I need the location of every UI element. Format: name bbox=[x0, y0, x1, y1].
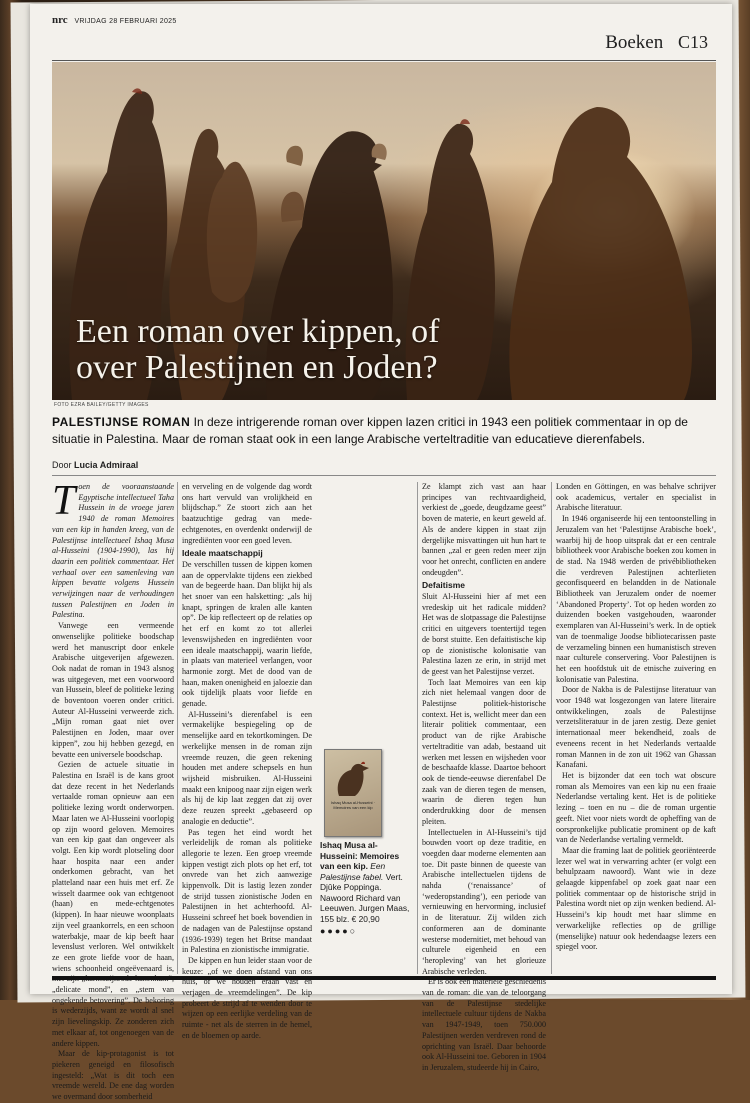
paragraph: De kippen en hun leider staan voor de keuze: „of we doen afstand van ons huis, of we houden eraan vast en verjagen de vreemdelingen”. De kip probeert de strijd af te wenden door te wijzen op een eerlijke verdeling van de ruimte - net als de sterren in de hemel, en de bloemen op aarde. bbox=[182, 955, 312, 1040]
paragraph: Al-Husseini’s dierenfabel is een vermakelijke bespiegeling op de menselijke aard en tekortkomingen. De werkelijke mensen in de roman zijn vreemde reuzen, die geen rekening houden met andere schepsels en hun wijsheid misbruiken. Al-Husseini maakt een knipoog naar zijn eigen werk als hij de kip laat zeggen dat zij over deze reuzen spreekt „gebaseerd op analogie en deductie”. bbox=[182, 709, 312, 826]
book-rating: ●●●●○ bbox=[320, 926, 358, 936]
drop-cap: T bbox=[52, 478, 76, 524]
byline-prefix: Door bbox=[52, 460, 72, 470]
paragraph: Londen en Göttingen, en was behalve schrijver ook academicus, vertaler en specialist in Arabische literatuur. bbox=[556, 482, 716, 513]
intro-text: oen de vooraanstaande Egyptische intellectueel Taha Hussein in de vroege jaren 1940 de roman Memoires van een kip in handen kreeg, van de Palestijnse intellectueel Ishaq Musa al-Husseini (1904-1990), las hij daarin een politiek commentaar. Het verhaal over een samenleving van kippen bevatte volgens Hussein verwijzingen naar de verhoudingen tussen Palestijnen en Joden in Palestina. bbox=[52, 482, 174, 620]
header-rule bbox=[52, 60, 716, 61]
caption-author-title: Ishaq Musa al-Husseini: Memoires van een kip. bbox=[320, 840, 400, 871]
page-number: C13 bbox=[677, 32, 708, 52]
headline-line-1: Een roman over kippen, of bbox=[76, 313, 440, 350]
column-divider bbox=[177, 482, 178, 974]
article-column-1 bbox=[52, 478, 174, 1103]
newspaper-page bbox=[30, 4, 732, 1102]
paragraph: Ze klampt zich vast aan haar principes van rechtvaardigheid, verkiest de „goede, deugdzame geest” boven de materie, en keurt geweld af. Als de andere kippen in staat zijn dergelijke misvattingen uit hun hart te bannen „zal er geen reden meer zijn voor het onrecht, conflicten en andere ondeugden”. bbox=[422, 482, 546, 577]
paragraph: Sluit Al-Husseini hier af met een vredeskip uit het radicale midden? Het was de slotpassage die Palestijnse critici en uitgevers toentertijd tegen de borst stuitte. Een defaitistische kip op de zionistische kolonisatie van Palestina lazen ze erin, in strijd met de geest van het Palestijnse verzet. bbox=[422, 592, 546, 676]
footer-rule bbox=[52, 976, 716, 980]
lead-rule bbox=[52, 475, 716, 476]
paragraph: Er is ook een materiële geschiedenis van de roman: die van de teloorgang van de Palestijnse stedelijke intellectuele cultuur tijdens de Nakba van 1947-1949, toen 750.000 Palestijnen werden verdreven rond de oprichting van Israël. Daar behoorde ook Al-Husseini toe. Geboren in 1904 in Jeruzalem, studeerde hij in Cairo, bbox=[422, 977, 546, 1072]
column-divider bbox=[551, 482, 552, 974]
chicken-icon bbox=[331, 758, 375, 798]
paragraph: Intellectuelen in Al-Husseini’s tijd bouwden voort op deze traditie, en voegden daar moderne elementen aan toe. Dit paste binnen de queeste van Arabische intellectuelen tijdens de nahda (‘renaissance’ of ‘wederopstanding’), een periode van vernieuwing en hervorming, inclusief in de literatuur. Zij wilden zich conformeren aan de dominante westerse modernitiet, met behoud van culturele eigenheid en een ‘heropleving’ van het glorieuze Arabische verleden. bbox=[422, 827, 546, 976]
intro-paragraph bbox=[52, 478, 174, 621]
paragraph: Gezien de actuele situatie in Palestina en Israël is de kans groot dat deze recent in het Nederlands vertaalde roman opnieuw aan een politieke lezing wordt onderworpen. Maar laten we Al-Husseini voorlopig op zijn woord geloven. Memoires van een kip gaat dan ongeveer als volgt. Een kip wordt plotseling door haar hospita naar een ander onderkomen gebracht, van het platteland naar een huis met erf. Ze wisselt daarmee ook van echtgenoot (haan) en mede-echtgenotes (kippen). In haar nieuwe woonplaats zijn veel graankorrels, en een schoon waterbakje, maar de kip beeft haar levenslust verloren. Wel ontwikkelt ze een grote liefde voor de haan, wiens schoonheid ongeëvenaard is, met zijn „karmozijnrode hanenkam”, „delicate mond”, en „stem van ongekende betovering”. De bekoring is wederzijds, want ze wordt al snel zijn lievelingskip. Ze zonderen zich met elkaar af, tot ongenoegen van de andere kippen. bbox=[52, 760, 174, 1048]
paragraph: Door de Nakba is de Palestijnse literatuur van voor 1948 wat losgezongen van latere literaire ontwikkelingen, zoals de Palestijnse verzetsliteratuur in de jaren zestig. Deze geniet internationaal meer bekendheid, zoals de eveneens recent in het Nederlands vertaalde roman Mannen in de zon uit 1962 van Ghassan Kanafani. bbox=[556, 685, 716, 770]
lead-kicker: PALESTIJNSE ROMAN bbox=[52, 415, 191, 429]
article-column-4 bbox=[556, 482, 716, 953]
book-caption bbox=[320, 840, 414, 937]
caption-details: Vert. Djûke Poppinga. Nawoord Richard van Leeuwen. Jurgen Maas, 155 blz. € 20,90 bbox=[320, 871, 410, 924]
book-cover-title: Ishaq Musa al-Husseini · Memoires van een kip bbox=[330, 800, 376, 810]
section-header bbox=[605, 32, 708, 54]
article-lead bbox=[52, 414, 702, 448]
chickens-photo bbox=[52, 62, 716, 400]
paragraph: Pas tegen het eind wordt het verleidelijk de roman als politieke allegorie te lezen. Een groep vreemde kippen vestigt zich plots op het erf, tot onvrede van het zich aanwezige kippenvolk. Dit is lastig lezen zonder de strijd tussen zionistische Joden en Palestijnen in het achterhoofd. Al-Husseini schreef het boek bovendien in de nadagen van de Palestijnse opstand (1936-1939) tegen het Britse mandaat in Palestina en zionistische immigratie. bbox=[182, 827, 312, 955]
byline bbox=[52, 460, 138, 470]
paragraph: en verveling en de volgende dag wordt ons hart vervuld van vrolijkheid en blijdschap.” Ze stoort zich aan het baatzuchtige gedrag van mede-echtgenotes, en overdenkt onderwijl de ingrediënten voor een goed leven. bbox=[182, 482, 312, 545]
paragraph: De verschillen tussen de kippen komen aan de oppervlakte tijdens een ziekbed van de begeerde haan. Dan blijkt hij als het snoer van een halsketting: „als hij knapt, springen de kralen alle kanten op”. De kip reflecteert op de relaties op het erf en komt zo tot allerlei levenswijsheden en ingrediënten voor een ideale maatschappij, waarin liefde, in plaats van materieel verlangen, voor harmonie zorgt. Met de dood van de haan, maken onenigheid en jaloezie dan ook tijdelijk plaats voor liefde en genade. bbox=[182, 559, 312, 709]
byline-author: Lucia Admiraal bbox=[74, 460, 139, 470]
paragraph: Vanwege een vermeende onwenselijke politieke boodschap werd het manuscript door enkele Arabische uitgeverijen afgewezen. Ook nadat de roman in 1943 alsnog was uitgegeven, met een voorwoord van Hussein, bleef de politieke lezing de boventoon voeren onder critici. Auteur Al-Husseini verweerde zich. „Mijn roman gaat niet over Palestijnen en Joden, maar over kippen”, zou hij hebben gezegd, en bevatte een universele boodschap. bbox=[52, 621, 174, 759]
headline-line-2: over Palestijnen en Joden? bbox=[76, 349, 438, 386]
paragraph: In 1946 organiseerde hij een tentoonstelling in Jeruzalem van het ‘Palestijnse Arabische boek’, waarbij hij de hoop uitsprak dat er een centrale bibliotheek voor Arabische boeken zou komen in de stad. Na 1948 werden de privébibliotheken die verdreven Palestijnen achterlieten geconfisqueerd en belandden in de Nationale Bibliotheek van Jeruzalem onder de noemer ‘Abandoned Property’. Tot op heden worden zo duizenden boeken vastgehouden, waaronder exemplaren van Al-Husseini’s werk. In de optiek van de toenmalige Joodse bibliotecarissen paste de verzameling binnen een humanistisch streven naar culturele conservering. Voor Palestijnen is het een hoofdstuk uit de etnische zuivering en kolonisatie van Palestina. bbox=[556, 514, 716, 684]
paragraph: Toch laat Memoires van een kip zich niet helemaal vangen door de Palestijnse politiek-historische context. Het is, wellicht meer dan een literair politiek commentaar, een product van de rijke Arabische verteltraditie van adab, bestaand uit werken met lessen en wijsheden voor de beschaafde klasse. Daartoe behoort ook de tiende-eeuwse dierenfabel De zaak van de dieren tegen de mensen, waarin de dieren tegen hun onderdrukking door de mensen pleiten. bbox=[422, 677, 546, 826]
column-divider bbox=[417, 482, 418, 974]
article-column-3 bbox=[422, 482, 546, 1074]
article-headline bbox=[76, 314, 440, 386]
lead-text: In deze intrigerende roman over kippen lazen critici in 1943 een politiek commentaar in op de situatie in Palestina. Maar de roman staat ook in een lange Arabische verteltraditie van educatieve dierenfabels. bbox=[52, 415, 688, 446]
article-column-2 bbox=[182, 482, 312, 1042]
subheading: Defaitisme bbox=[422, 580, 465, 591]
caption-subtitle: Een Palestijnse fabel. bbox=[320, 861, 386, 882]
paragraph: Maar de kip-protagonist is tot piekeren geneigd en filosofisch ingesteld: „Wat is dit toch een vreemde wereld. De ene dag worden we overmand door somberheid bbox=[52, 1049, 174, 1102]
book-cover bbox=[324, 749, 382, 837]
masthead-logo: nrc bbox=[52, 14, 68, 26]
section-name: Boeken bbox=[605, 32, 664, 53]
paragraph: Maar die framing laat de politiek georiënteerde lezer wel wat in verwarring achter (er volgt een behulpzaam nawoord). Want wie in deze gelaagde kippenfabel op zoek gaat naar een politiek commentaar op de historische strijd in Palestina wordt niet op zijn wenken bediend. Al-Husseini’s kip houdt met haar slimme en verwarkelijke reflecties op de grillige (menselijke) natuur ook hedendaagse lezers een spiegel voor. bbox=[556, 845, 716, 952]
subheading: Ideale maatschappij bbox=[182, 548, 263, 559]
paragraph: Het is bijzonder dat een toch wat obscure roman als Memoires van een kip nu een fraaie Nederlandse vertaling kent. Het is de politieke lezing – toen en nu – die de roman urgentie geeft. Niet voor niets wordt de opheffing van de oorspronkelijke publicatie prominent op de kaft van de Nederlandse vertaling vermeldt. bbox=[556, 770, 716, 845]
photo-credit: FOTO EZRA BAILEY/GETTY IMAGES bbox=[54, 402, 149, 408]
masthead-date: VRIJDAG 28 FEBRUARI 2025 bbox=[74, 18, 177, 25]
masthead bbox=[52, 14, 177, 26]
